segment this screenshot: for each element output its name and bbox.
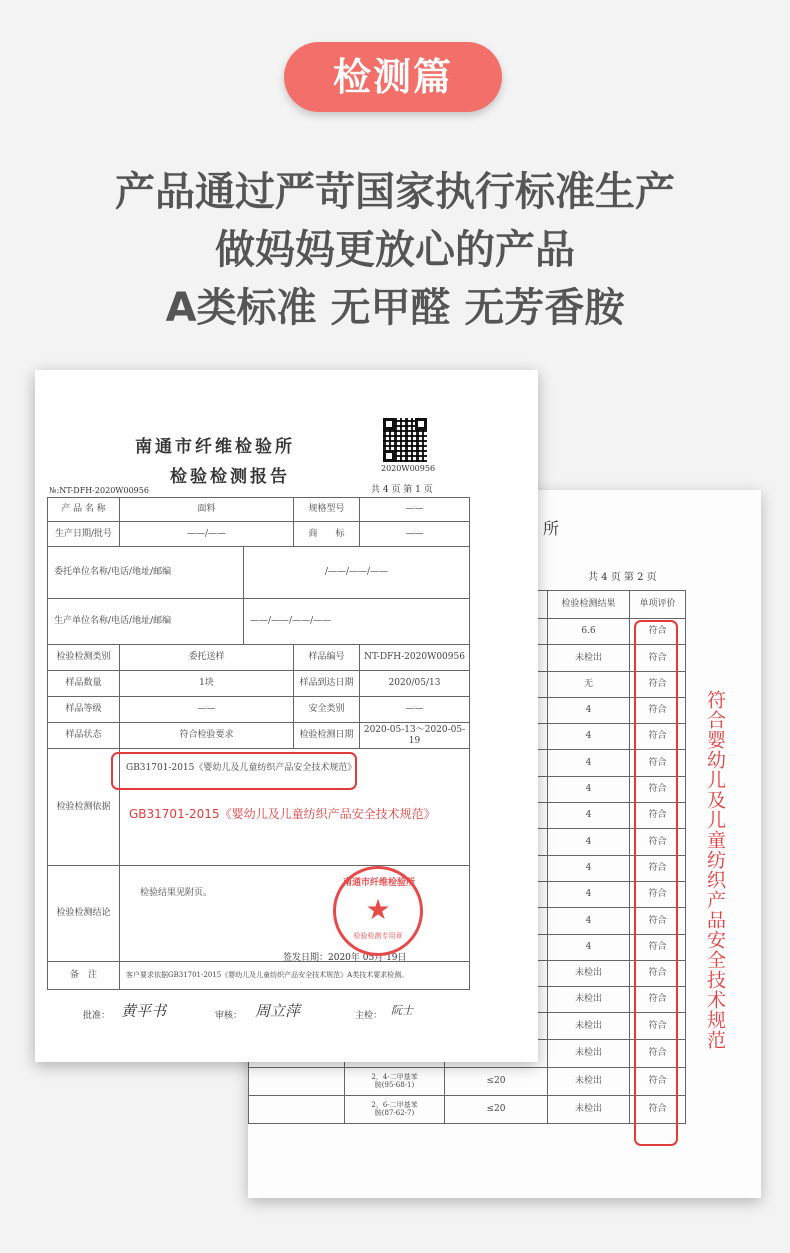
label-spec: 规格型号 <box>294 498 360 522</box>
eval-cell: 符合 <box>630 987 686 1013</box>
result-cell: 4 <box>548 776 630 802</box>
page1-page-info: 共 4 页 第 1 页 <box>371 485 433 495</box>
section-banner: 检测篇 <box>284 42 502 112</box>
value-client: /——/——/—— <box>244 547 470 599</box>
eval-cell: 符合 <box>630 671 686 697</box>
label-period: 检验检测日期 <box>294 723 360 749</box>
result-cell: 未检出 <box>548 1039 630 1067</box>
page2-title-fragment: 所 <box>543 519 560 538</box>
basis-annotation: GB31701-2015《婴幼儿及儿童纺织产品安全技术规范》 <box>129 807 436 821</box>
page2-page-info: 共 4 页 第 2 页 <box>588 572 657 583</box>
inspect-signature: 阮士 <box>391 1004 413 1017</box>
approve-signature: 黄平书 <box>121 1002 167 1020</box>
official-seal <box>333 866 423 956</box>
label-basis: 检验检测依据 <box>48 749 120 866</box>
label-safety: 安全类别 <box>294 697 360 723</box>
label-client: 委托单位名称/电话/地址/邮编 <box>48 547 244 599</box>
limit-cell: ≤20 <box>445 1095 548 1123</box>
label-test-type: 检验检测类别 <box>48 645 120 671</box>
result-cell: 未检出 <box>548 987 630 1013</box>
eval-cell: 符合 <box>630 829 686 855</box>
label-grade: 样品等级 <box>48 697 120 723</box>
value-state: 符合检验要求 <box>120 723 294 749</box>
result-cell: 4 <box>548 855 630 881</box>
result-cell: 4 <box>548 724 630 750</box>
vertical-compliance-note: 符合婴幼儿及儿童纺织产品安全技术规范 <box>704 690 726 1050</box>
substance-cell: 2，6-二甲基苯 胺(87-62-7) <box>345 1095 445 1123</box>
headline-line-3: A类标准 无甲醛 无芳香胺 <box>165 285 625 331</box>
review-signature: 周立萍 <box>255 1002 301 1020</box>
label-qty: 样品数量 <box>48 671 120 697</box>
value-date-batch: ——/—— <box>120 522 294 547</box>
result-cell: 无 <box>548 671 630 697</box>
eval-cell: 符合 <box>630 960 686 986</box>
label-sample-no: 样品编号 <box>294 645 360 671</box>
report-page-1 <box>35 370 538 1062</box>
blank-cell <box>249 1095 345 1123</box>
eval-cell: 符合 <box>630 724 686 750</box>
eval-cell: 符合 <box>630 645 686 671</box>
page2-col-result: 检验检测结果 <box>548 591 630 619</box>
result-cell: 未检出 <box>548 1013 630 1039</box>
label-conclusion: 检验检测结论 <box>48 866 120 962</box>
report-title: 检验检测报告 <box>170 467 290 487</box>
eval-cell: 符合 <box>630 619 686 645</box>
qr-code-number: 2020W00956 <box>381 464 436 473</box>
report-org-name: 南通市纤维检验所 <box>135 437 295 457</box>
headline-line-2: 做妈妈更放心的产品 <box>215 227 575 273</box>
eval-cell: 符合 <box>630 908 686 934</box>
approve-label: 批准： <box>83 1011 111 1021</box>
eval-cell: 符合 <box>630 855 686 881</box>
result-cell: 未检出 <box>548 1095 630 1123</box>
value-safety: —— <box>360 697 470 723</box>
label-maker: 生产单位名称/电话/地址/邮编 <box>48 599 244 645</box>
inspect-label: 主检： <box>355 1011 383 1021</box>
eval-cell: 符合 <box>630 803 686 829</box>
result-cell: 4 <box>548 881 630 907</box>
value-qty: 1块 <box>120 671 294 697</box>
label-date-batch: 生产日期/批号 <box>48 522 120 547</box>
result-cell: 4 <box>548 750 630 776</box>
evaluation-highlight-box <box>634 620 678 1146</box>
eval-cell: 符合 <box>630 1095 686 1123</box>
eval-cell: 符合 <box>630 1067 686 1095</box>
blank-cell <box>249 1067 345 1095</box>
seal-star-icon: ★ <box>365 893 391 926</box>
eval-cell: 符合 <box>630 881 686 907</box>
eval-cell: 符合 <box>630 934 686 960</box>
eval-cell: 符合 <box>630 750 686 776</box>
value-brand: —— <box>360 522 470 547</box>
headline-line-1: 产品通过严苛国家执行标准生产 <box>115 169 675 215</box>
eval-cell: 符合 <box>630 1039 686 1067</box>
eval-cell: 符合 <box>630 697 686 723</box>
page2-col-eval: 单项评价 <box>630 591 686 619</box>
label-state: 样品状态 <box>48 723 120 749</box>
result-cell: 4 <box>548 908 630 934</box>
result-cell: 未检出 <box>548 960 630 986</box>
review-label: 审核： <box>215 1011 243 1021</box>
value-product-name: 面料 <box>120 498 294 522</box>
seal-name: 南通市纤维检验所 <box>342 878 415 888</box>
result-cell: 4 <box>548 934 630 960</box>
result-cell: 4 <box>548 803 630 829</box>
qr-code-icon <box>383 418 427 462</box>
value-grade: —— <box>120 697 294 723</box>
result-cell: 4 <box>548 697 630 723</box>
value-maker: ——/——/——/—— <box>244 599 470 645</box>
basis-highlight-box <box>111 752 357 790</box>
label-brand: 商 标 <box>294 522 360 547</box>
label-remark: 备 注 <box>48 962 120 990</box>
eval-cell: 符合 <box>630 1013 686 1039</box>
label-arrive-date: 样品到达日期 <box>294 671 360 697</box>
value-sample-no: NT-DFH-2020W00956 <box>360 645 470 671</box>
sign-date: 签发日期：2020年 05月 19日 <box>283 953 407 963</box>
substance-cell: 2，4-二甲基苯 胺(95-68-1) <box>345 1067 445 1095</box>
result-cell: 4 <box>548 829 630 855</box>
eval-cell: 符合 <box>630 776 686 802</box>
value-conclusion: 检验结果见附页。 <box>120 866 470 962</box>
result-cell: 未检出 <box>548 1067 630 1095</box>
value-test-type: 委托送样 <box>120 645 294 671</box>
value-arrive-date: 2020/05/13 <box>360 671 470 697</box>
result-cell: 未检出 <box>548 645 630 671</box>
seal-subtitle: 检验检测专用章 <box>353 932 403 940</box>
report-number: №:NT-DFH-2020W00956 <box>49 486 149 495</box>
limit-cell: ≤20 <box>445 1067 548 1095</box>
value-spec: —— <box>360 498 470 522</box>
value-remark: 客户要求依据GB31701-2015《婴幼儿及儿童纺织产品安全技术规范》A类技术要求检测。 <box>120 962 470 990</box>
label-product-name: 产 品 名 称 <box>48 498 120 522</box>
value-period: 2020-05-13～2020-05-19 <box>360 723 470 749</box>
result-cell: 6.6 <box>548 619 630 645</box>
value-basis: GB31701-2015《婴幼儿及儿童纺织产品安全技术规范》 <box>120 749 470 866</box>
